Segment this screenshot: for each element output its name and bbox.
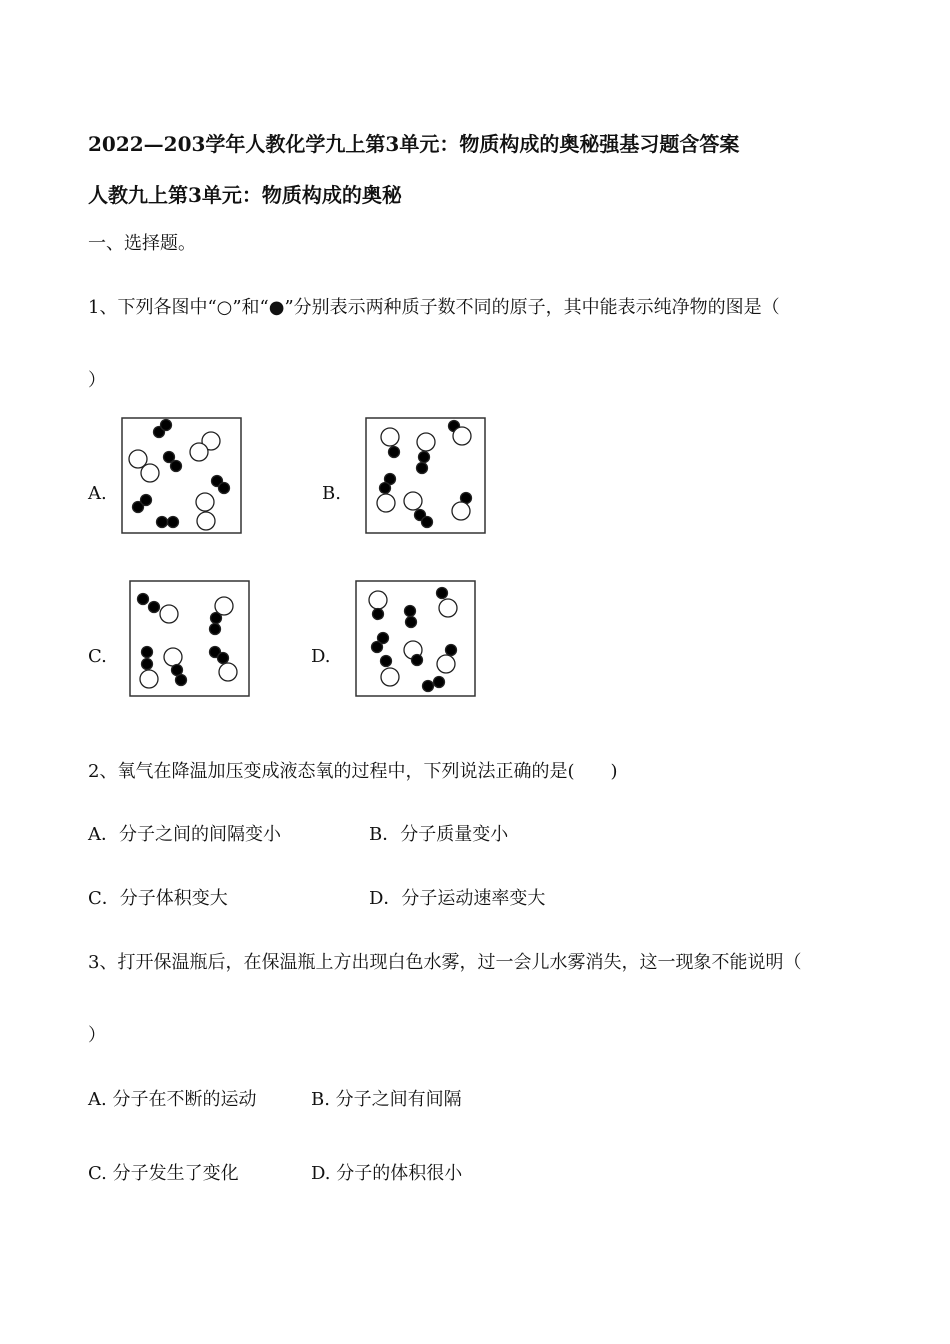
question-2-stem: 2、氧气在降温加压变成液态氧的过程中，下列说法正确的是( ) — [88, 761, 618, 782]
section-label: 一、选择题。 — [88, 233, 196, 254]
q2-option-c: C．分子体积变大 — [88, 888, 228, 909]
q3-option-d: D. 分子的体积很小 — [311, 1163, 463, 1184]
q1-diagram-d — [355, 580, 476, 697]
q1-option-a-label: A. — [88, 483, 107, 504]
q1-option-c-label: C. — [88, 646, 107, 667]
document-title: 2022—203学年人教化学九上第3单元：物质构成的奥秘强基习题含答案 — [88, 132, 740, 156]
q3-option-a: A. 分子在不断的运动 — [88, 1089, 257, 1110]
question-1-stem: 1、下列各图中“○”和“●”分别表示两种质子数不同的原子，其中能表示纯净物的图是（ — [88, 297, 780, 318]
q1-diagram-c — [129, 580, 250, 697]
document-subtitle: 人教九上第3单元：物质构成的奥秘 — [88, 183, 402, 207]
q1-option-d-label: D. — [311, 646, 331, 667]
q2-option-d: D．分子运动速率变大 — [369, 888, 546, 909]
question-3-stem-end: ） — [88, 1025, 106, 1046]
question-1-stem-end: ） — [88, 370, 106, 391]
q3-option-b: B. 分子之间有间隔 — [311, 1089, 462, 1110]
q1-diagram-a — [121, 417, 242, 534]
q3-option-c: C. 分子发生了变化 — [88, 1163, 239, 1184]
q2-option-a: A．分子之间的间隔变小 — [88, 824, 281, 845]
q1-option-b-label: B. — [322, 483, 341, 504]
question-3-stem: 3、打开保温瓶后，在保温瓶上方出现白色水雾，过一会儿水雾消失，这一现象不能说明（ — [88, 952, 802, 973]
q1-diagram-b — [365, 417, 486, 534]
q2-option-b: B．分子质量变小 — [369, 824, 509, 845]
